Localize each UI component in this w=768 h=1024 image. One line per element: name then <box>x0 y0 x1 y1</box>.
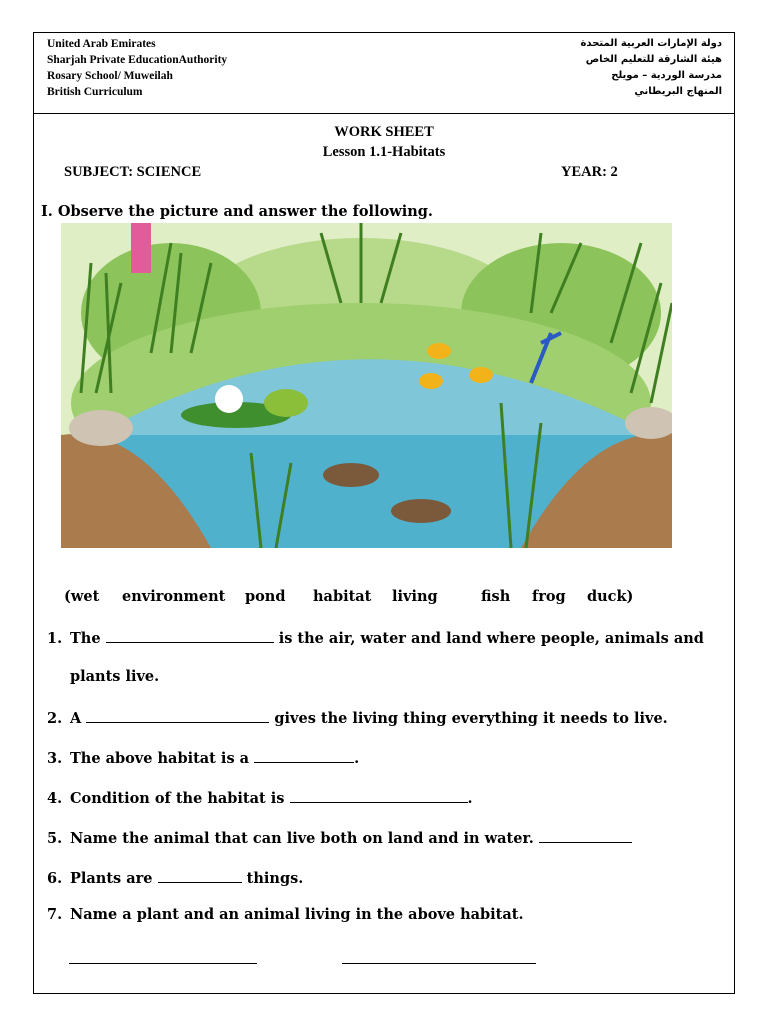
answer-blank[interactable] <box>106 628 274 643</box>
answer-line-animal[interactable] <box>342 963 536 964</box>
question-7 <box>47 906 524 923</box>
question-text: gives the living thing everything it needs to live. <box>274 710 668 727</box>
header-right-arabic <box>581 36 722 100</box>
question-number: 3. <box>47 750 63 767</box>
header-left-line: British Curriculum <box>47 86 143 98</box>
answer-blank[interactable] <box>539 828 632 843</box>
question-4 <box>47 788 473 807</box>
header-right-line: مدرسة الوردية – مويلح <box>611 70 722 81</box>
question-text: Plants are <box>70 870 153 887</box>
question-text: is the air, water and land where people, animals and <box>278 630 704 647</box>
word-bank-item: environment <box>122 588 226 605</box>
worksheet-title: WORK SHEET <box>334 124 434 140</box>
header-divider <box>33 113 735 114</box>
question-text: . <box>467 790 473 807</box>
header-left-line: Sharjah Private EducationAuthority <box>47 54 228 66</box>
word-bank-item: pond <box>245 588 286 605</box>
header-left-line: Rosary School/ Muweilah <box>47 70 173 82</box>
instruction: I. Observe the picture and answer the following. <box>41 203 433 220</box>
header-right-line: المنهاج البريطاني <box>634 86 722 97</box>
word-bank-item: habitat <box>313 588 372 605</box>
answer-blank[interactable] <box>254 748 354 763</box>
question-5 <box>47 828 632 847</box>
question-3 <box>47 748 359 767</box>
question-text: Name a plant and an animal living in the above habitat. <box>70 906 524 923</box>
word-bank-item: fish <box>481 588 511 605</box>
question-text: Name the animal that can live both on land and in water. <box>70 830 534 847</box>
word-bank-item: duck) <box>587 588 634 605</box>
answer-blank[interactable] <box>290 788 468 803</box>
question-number: 1. <box>47 630 63 647</box>
word-bank-item: living <box>392 588 438 605</box>
question-1 <box>47 628 704 647</box>
year-label: YEAR: 2 <box>561 164 618 180</box>
header-right-line: دولة الإمارات العربية المتحدة <box>580 38 722 49</box>
question-text: . <box>354 750 360 767</box>
question-2 <box>47 708 668 727</box>
answer-blank[interactable] <box>158 868 242 883</box>
question-text: The <box>70 630 101 647</box>
question-text: Condition of the habitat is <box>70 790 285 807</box>
question-number: 7. <box>47 906 63 923</box>
word-bank-item: (wet <box>64 588 100 605</box>
lesson-title: Lesson 1.1-Habitats <box>322 144 446 160</box>
question-number: 6. <box>47 870 63 887</box>
question-number: 5. <box>47 830 63 847</box>
question-text: The above habitat is a <box>70 750 250 767</box>
header-left-line: United Arab Emirates <box>47 38 156 50</box>
question-text: A <box>70 710 82 727</box>
question-number: 2. <box>47 710 63 727</box>
answer-blank[interactable] <box>86 708 269 723</box>
word-bank-item: frog <box>532 588 566 605</box>
header-left <box>47 36 227 100</box>
question-text: things. <box>246 870 304 887</box>
pond-habitat-illustration <box>61 223 672 548</box>
subject-label: SUBJECT: SCIENCE <box>64 164 202 180</box>
question-number: 4. <box>47 790 63 807</box>
question-6 <box>47 868 303 887</box>
question-1-continued <box>70 668 159 685</box>
answer-line-plant[interactable] <box>69 963 257 964</box>
header-right-line: هيئة الشارقة للتعليم الخاص <box>585 54 722 65</box>
question-text: plants live. <box>70 668 160 685</box>
